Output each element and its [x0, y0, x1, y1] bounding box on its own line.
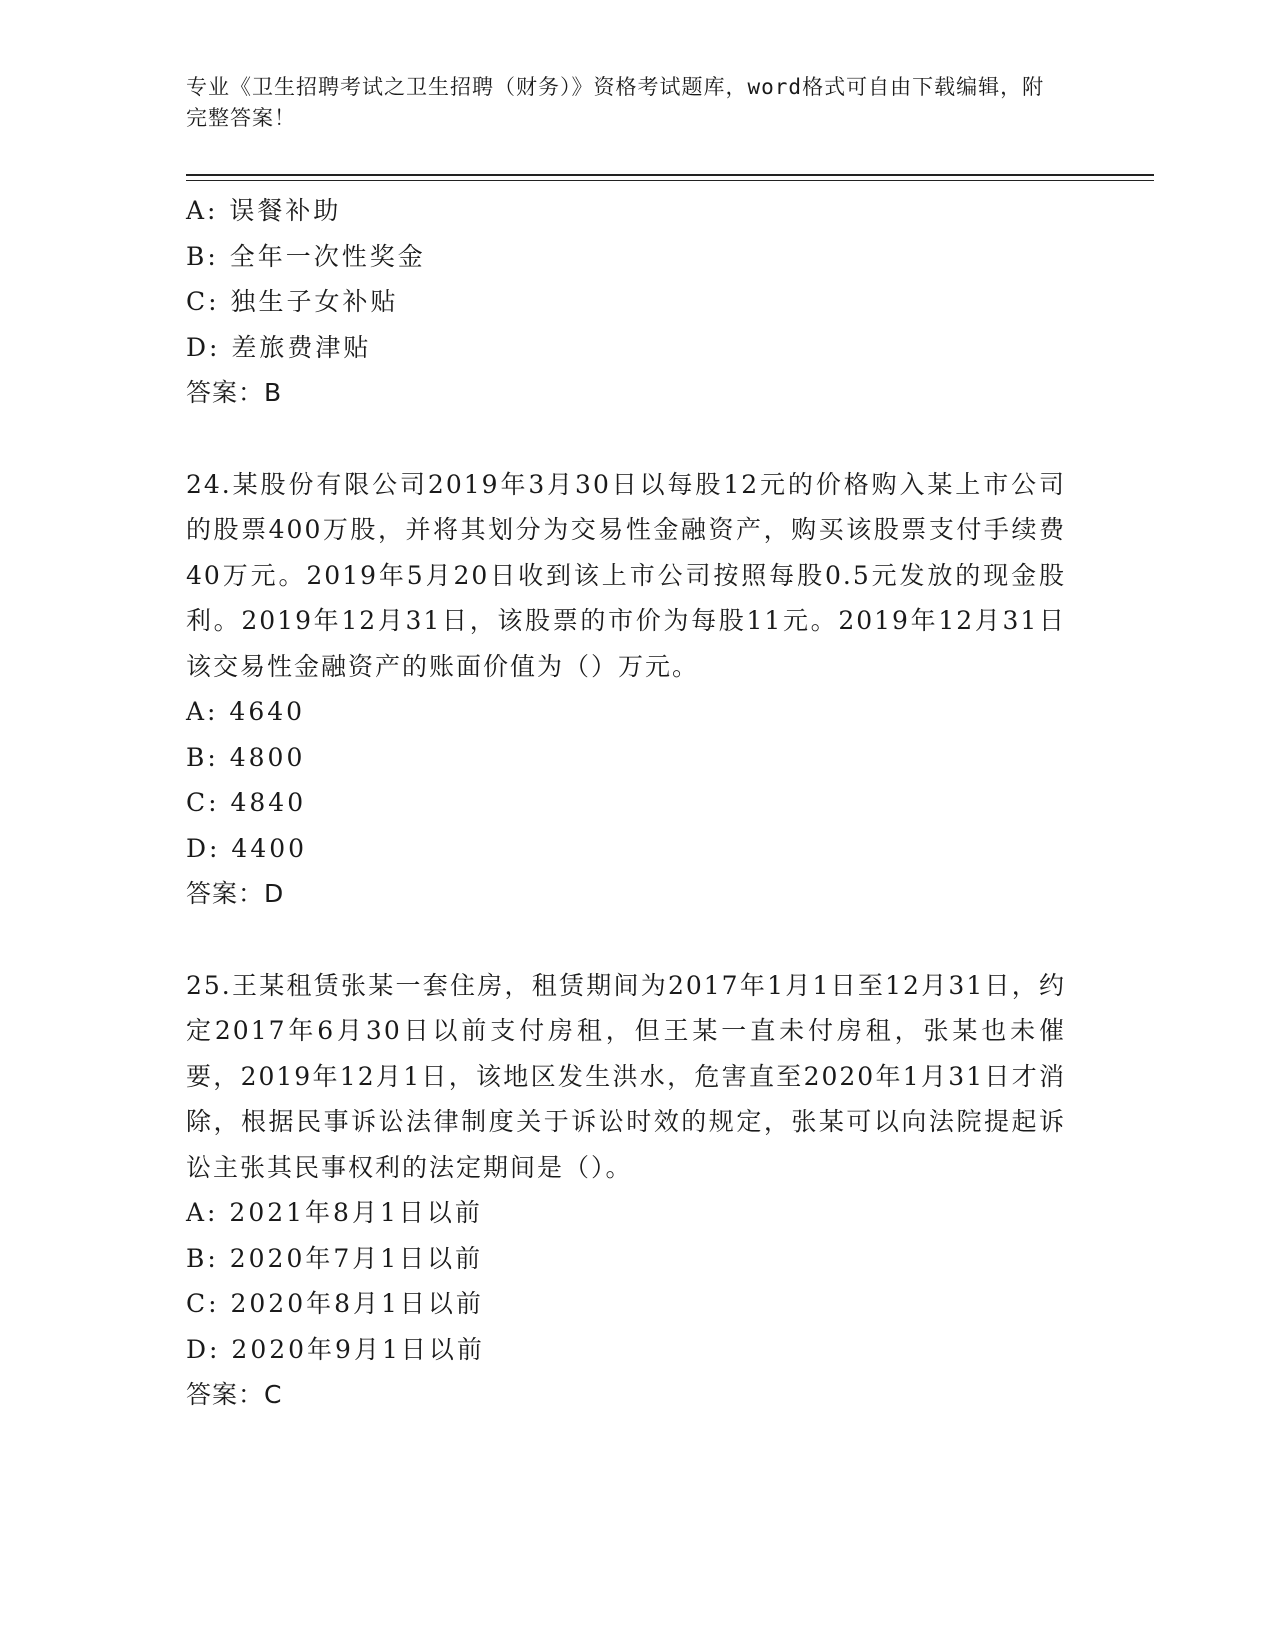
option-d: D: 差旅费津贴	[186, 332, 372, 362]
question-stem: 25.王某租赁张某一套住房，租赁期间为2017年1月1日至12月31日，约定2017年6月30日以前支付房租，但王某一直未付房租，张某也未催要，2019年12月1日，该地区发生洪水，危害直至2020年1月31日才消除，根据民事诉讼法律制度关于诉讼时效的规定，张某可以向法院提起诉讼主张其民事权利的法定期间是（）。	[186, 970, 1066, 1182]
answer-line: 答案：D	[186, 879, 285, 908]
option-d: D: 2020年9月1日以前	[186, 1334, 485, 1364]
option-a: A: 误餐补助	[186, 196, 342, 225]
question-23-block	[186, 188, 1066, 416]
question-25-block	[186, 963, 1066, 1418]
option-b: B: 全年一次性奖金	[186, 241, 426, 271]
option-a: A: 4640	[186, 697, 306, 726]
option-c: C: 2020年8月1日以前	[186, 1289, 484, 1318]
option-d: D: 4400	[186, 833, 308, 863]
option-b: B: 4800	[186, 742, 306, 772]
question-list	[186, 188, 1066, 1418]
header-divider-thin	[186, 180, 1154, 181]
option-b: B: 2020年7月1日以前	[186, 1243, 484, 1273]
option-c: C: 4840	[186, 788, 307, 817]
question-24-block	[186, 462, 1066, 917]
option-a: A: 2021年8月1日以前	[186, 1198, 483, 1227]
answer-line: 答案：B	[186, 378, 283, 407]
question-stem: 24.某股份有限公司2019年3月30日以每股12元的价格购入某上市公司的股票400万股，并将其划分为交易性金融资产，购买该股票支付手续费40万元。2019年5月20日收到该上市公司按照每股0.5元发放的现金股利。2019年12月31日，该股票的市价为每股11元。2019年12月31日该交易性金融资产的账面价值为（）万元。	[186, 469, 1066, 681]
option-c: C: 独生子女补贴	[186, 287, 399, 316]
header-divider	[186, 174, 1154, 176]
document-header: 专业《卫生招聘考试之卫生招聘（财务）》资格考试题库，word格式可自由下载编辑，附完整答案！	[186, 75, 1045, 130]
answer-line: 答案：C	[186, 1380, 283, 1409]
